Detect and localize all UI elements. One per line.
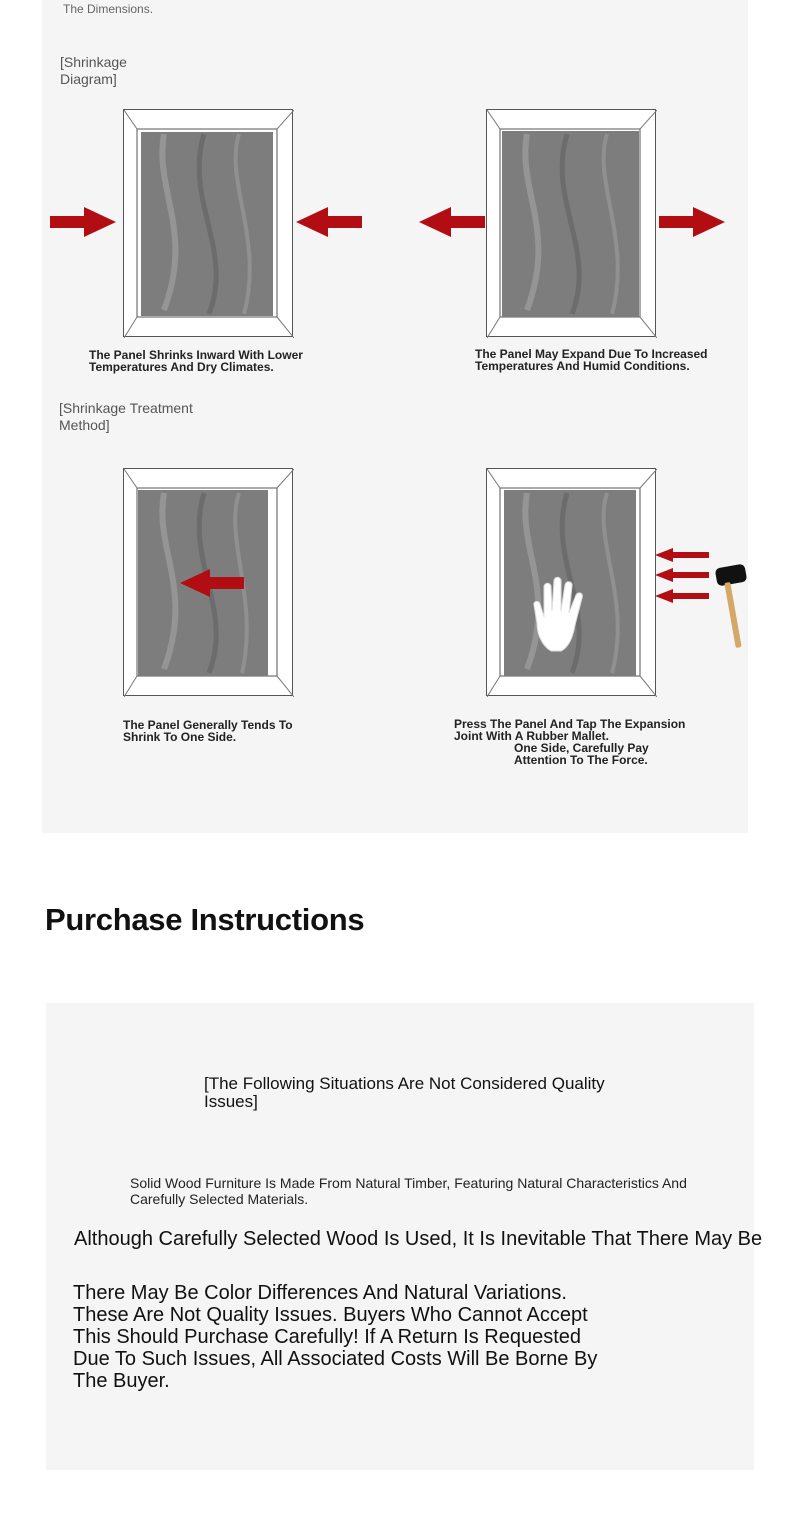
purchase-instructions-heading: Purchase Instructions [45,902,365,937]
shrinkage-diagram-label: [Shrinkage Diagram] [60,54,127,87]
hand-icon [531,575,591,653]
notice-title: [The Following Situations Are Not Considered Quality Issues] [204,1074,605,1111]
notice-line: Although Carefully Selected Wood Is Used, It Is Inevitable That There May Be [74,1228,763,1250]
rubber-mallet-icon [714,560,750,650]
arrow-right-inward-icon [50,207,116,237]
dimensions-text: The Dimensions. [63,2,154,16]
door-panel-one-side [123,468,293,696]
force-arrow-1-icon [655,548,709,562]
door-panel-shrink [123,109,293,337]
force-arrow-3-icon [655,589,709,603]
arrow-left-inward-icon [296,207,362,237]
press-caption: Press The Panel And Tap The Expansion Joint With A Rubber Mallet. [454,717,686,743]
shrink-caption: The Panel Shrinks Inward With Lower Temperatures And Dry Climates. [89,348,303,374]
notice-subtitle: Solid Wood Furniture Is Made From Natural Timber, Featuring Natural Characteristics And Carefully Selected Materials. [130,1175,687,1207]
notice-body: There May Be Color Differences And Natural Variations. These Are Not Quality Issues. Buyers Who Cannot Accept This Should Purchase Carefully! If A Return Is Requested Due To Such Issues, All Associated Costs Will Be Borne By The Buyer. [73,1282,598,1392]
treatment-method-label: [Shrinkage Treatment Method] [59,400,193,433]
expand-caption: The Panel May Expand Due To Increased Temperatures And Humid Conditions. [475,347,708,373]
door-panel-expand [486,109,656,337]
press-caption-continued: One Side, Carefully Pay Attention To The Force. [514,741,649,767]
door-panel-press [486,468,656,696]
arrow-left-outward-icon [419,207,485,237]
arrow-right-outward-icon [659,207,725,237]
force-arrow-2-icon [655,568,709,582]
one-side-caption: The Panel Generally Tends To Shrink To One Side. [123,718,293,744]
